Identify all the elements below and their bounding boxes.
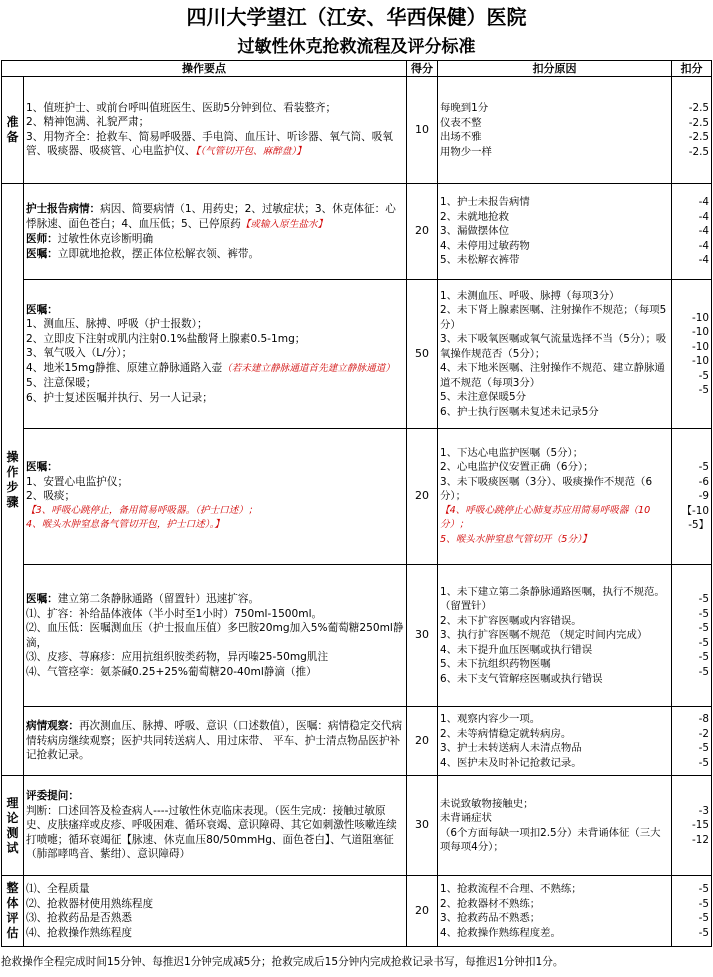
cell-text: 1、测血压、脉搏、呼吸（护士报数）； xyxy=(26,318,208,331)
cell-text: 3、用物齐全：抢救车、简易呼吸器、手电筒、血压计、听诊器、氧气筒、吸氧管、吸痰器、吸痰管、心电监护仪、 xyxy=(26,130,393,157)
cell-text: -10 xyxy=(692,326,709,338)
table-row xyxy=(2,184,712,280)
cell-text: 4、喉头水肿窒息备气管切开包，护士口述）。】 xyxy=(26,519,224,531)
deduct-cell xyxy=(672,429,712,565)
cell-text: -5 xyxy=(698,607,709,620)
cell-text: 护士报告病情： xyxy=(26,203,101,215)
cell-text: 6、未下支气管解痉医嘱或执行错误 xyxy=(440,672,603,685)
cell-text: -10 xyxy=(692,340,709,353)
header-reason: 扣分原因 xyxy=(438,61,672,77)
deduct-cell xyxy=(672,184,712,280)
cell-text: 医嘱： xyxy=(26,247,58,260)
cell-text: -5 xyxy=(698,461,709,474)
cell-text: 仪表不整 xyxy=(440,116,482,129)
cell-text: 医师： xyxy=(26,233,58,245)
cell-text: 用物少一样 xyxy=(440,145,492,158)
cell-text: ⑵、抢救器材使用熟练程度 xyxy=(26,897,154,910)
cell-text: 1、护士未报告病情 xyxy=(440,196,530,209)
cell-text: 病情观察： xyxy=(26,720,79,733)
cell-text: -4 xyxy=(698,196,709,209)
reason-cell xyxy=(438,776,672,876)
cell-text: 5、未松解衣裤带 xyxy=(440,254,520,267)
cell-text: 立即就地抢救，摆正体位松解衣领、裤带。 xyxy=(57,247,260,260)
header-ops: 操作要点 xyxy=(2,61,407,77)
cell-text: ⑴、扩容：补给晶体液体（半小时至1小时）750ml-1500ml。 xyxy=(26,607,323,620)
cell-text: 5、未注意保暖5分 xyxy=(440,391,526,404)
deduct-cell xyxy=(672,776,712,876)
ops-cell xyxy=(24,776,407,876)
reason-cell xyxy=(438,77,672,184)
cell-text: 2、立即皮下注射或肌内注射0.1%盐酸肾上腺素0.5-1mg； xyxy=(26,332,306,345)
cell-text: 3、未下吸氧医嘱或氧气流量选择不当（5分）；吸氧操作规范否（5分）； xyxy=(440,333,667,360)
cell-text: 2、未下扩容医嘱或内容错误。 xyxy=(440,614,582,627)
cell-text: -2.5 xyxy=(688,131,709,143)
cell-text: 病因、简要病情（1、用药史；2、过敏症状；3、休克体征：心悸脉速、面色苍白；4、血压低；5、已停原药 xyxy=(26,203,396,230)
cell-text: 2、抢救器材不熟练； xyxy=(440,897,541,910)
cell-text: 2、心电监护仪安置正确（6分）； xyxy=(440,461,594,474)
cell-text: -2 xyxy=(698,727,709,740)
cell-text: 4、未下提升血压医嘱或执行错误 xyxy=(440,643,593,656)
reason-cell xyxy=(438,184,672,280)
table-row xyxy=(2,77,712,184)
ops-cell xyxy=(24,184,407,280)
cell-text: -8 xyxy=(698,713,709,725)
cell-text: 3、执行扩容医嘱不规范 （规定时间内完成） xyxy=(440,629,648,642)
reason-cell xyxy=(438,429,672,565)
cell-text: -4 xyxy=(698,254,709,267)
cell-text: 3、未下吸痰医嘱（3分）、吸痰操作不规范（6分）； xyxy=(440,475,653,503)
cell-text: -9 xyxy=(698,490,709,503)
section-overall: 整体评估 xyxy=(2,876,24,947)
cell-text: -2.5 xyxy=(688,116,709,129)
cell-text: -5 xyxy=(698,756,709,769)
cell-text: 未背诵症状 xyxy=(440,812,492,824)
cell-text: 判断：口述回答及检查病人----过敏性休克临床表现。（医生完成：接触过敏原史、皮肤瘙痒或皮疹、呼吸困难、循环衰竭、意识障碍、其它如刺激性咳嗽连续打喷嚏；循环衰竭征【脉速、休克血压80/50mmHg、面色苍白】、气道阻塞征（肺部哮鸣音、紫绀）、意识障碍） xyxy=(26,804,397,861)
cell-text: -5 xyxy=(698,622,709,634)
deduct-cell xyxy=(672,565,712,707)
page-title: 四川大学望江（江安、华西保健）医院 xyxy=(186,5,527,29)
cell-text: -3 xyxy=(698,804,709,817)
ops-cell xyxy=(24,876,407,947)
cell-text: -2.5 xyxy=(688,102,709,114)
reason-cell xyxy=(438,707,672,776)
cell-text: 过敏性休克诊断明确 xyxy=(57,233,154,245)
cell-text: 5、喉头水肿窒息气管切开（5分）】 xyxy=(440,533,592,545)
header-score: 得分 xyxy=(407,61,438,77)
ops-cell xyxy=(24,280,407,429)
header-deduct: 扣分 xyxy=(672,61,712,77)
cell-text: -5 xyxy=(698,897,709,910)
cell-text: -4 xyxy=(698,210,709,223)
score-cell: 20 xyxy=(407,707,438,776)
deduct-cell xyxy=(672,707,712,776)
cell-text: 2、未就地抢救 xyxy=(440,210,509,223)
table-row xyxy=(2,707,712,776)
table-row xyxy=(2,429,712,565)
cell-text: -5】 xyxy=(688,519,709,532)
section-theory: 理论测试 xyxy=(2,776,24,876)
ops-cell xyxy=(24,707,407,776)
deduct-cell xyxy=(672,280,712,429)
cell-text: -10 xyxy=(692,355,709,367)
cell-text: 6、护士复述医嘱并执行、另一人记录； xyxy=(26,391,213,404)
cell-text: -5 xyxy=(698,665,709,678)
cell-text: 2、未等病情稳定就转病房。 xyxy=(440,727,572,740)
cell-text: ⑴、全程质量 xyxy=(26,883,90,895)
cell-text: 未说致敏物接触史； xyxy=(440,797,534,810)
cell-text: 5、未下抗组织药物医嘱 xyxy=(440,658,551,671)
cell-text: -10 xyxy=(692,311,709,324)
score-cell: 50 xyxy=(407,280,438,429)
cell-text: -2.5 xyxy=(688,145,709,158)
reason-cell xyxy=(438,876,672,947)
cell-text: -5 xyxy=(698,369,709,382)
cell-text: -6 xyxy=(698,475,709,488)
cell-text: 1、未测血压、呼吸、脉搏（每项3分） xyxy=(440,289,620,302)
cell-text: 6、护士执行医嘱未复述未记录5分 xyxy=(440,405,599,418)
cell-text: -5 xyxy=(698,742,709,754)
page-subtitle: 过敏性休克抢救流程及评分标准 xyxy=(237,37,476,57)
cell-text: 1、值班护士、或前台呼叫值班医生、医助5分钟到位、看装整齐； xyxy=(26,101,337,114)
deduct-cell xyxy=(672,77,712,184)
score-cell: 30 xyxy=(407,565,438,707)
cell-text: 再次测血压、脉搏、呼吸、意识（口述数值），医嘱：病情稳定交代病情转病房继续观察；医护共同转送病人、用过床带、 平车、护士清点物品医护补记抢救记录。 xyxy=(26,720,403,762)
cell-text: 【或输入原生盐水】 xyxy=(240,218,328,230)
cell-text: 1、观察内容少一项。 xyxy=(440,713,541,725)
cell-text: 【-10 xyxy=(681,504,709,517)
score-cell: 30 xyxy=(407,776,438,876)
cell-text: 每晚到1分 xyxy=(440,102,489,114)
cell-text: 3、氧气吸入（L/分）； xyxy=(26,347,133,360)
cell-text: 3、护士未转送病人未清点物品 xyxy=(440,742,582,754)
reason-cell xyxy=(438,280,672,429)
cell-text: 4、医护未及时补记抢救记录。 xyxy=(440,756,582,769)
table-row xyxy=(2,565,712,707)
cell-text: ⑷、抢救操作熟练程度 xyxy=(26,926,132,939)
score-table xyxy=(1,60,712,947)
cell-text: -12 xyxy=(692,833,709,846)
table-row xyxy=(2,776,712,876)
cell-text: 1、安置心电监护仪； xyxy=(26,475,129,488)
cell-text: 评委提问： xyxy=(26,790,79,803)
cell-text: ⑷、气管痉挛：氨茶碱0.25+25%葡萄糖20-40ml静滴（推） xyxy=(26,665,317,678)
cell-text: 1、抢救流程不合理、不熟练； xyxy=(440,883,582,895)
cell-text: 4、未停用过敏药物 xyxy=(440,239,530,252)
section-prep: 准备 xyxy=(2,77,24,184)
cell-text: 医嘱： xyxy=(26,303,58,316)
cell-text: 5、注意保暖； xyxy=(26,377,97,390)
cell-text: -4 xyxy=(698,225,709,238)
section-steps: 操作步骤 xyxy=(2,184,24,776)
footer-note: 抢救操作全程完成时间15分钟、每推迟1分钟完成减5分；抢救完成后15分钟内完成抢救记录书写，每推迟1分钟扣1分。 xyxy=(1,956,564,968)
cell-text: 【4、呼吸心跳停止心肺复苏应用简易呼吸器（10分）； xyxy=(440,504,651,531)
cell-text: 4、未下地米医嘱、注射操作不规范、建立静脉通道不规范（每项3分） xyxy=(440,362,665,389)
score-cell: 10 xyxy=(407,77,438,184)
reason-cell xyxy=(438,565,672,707)
cell-text: （6个方面每缺一项扣2.5分）未背诵体征（三大项每项4分）； xyxy=(440,826,661,853)
cell-text: 医嘱： xyxy=(26,593,58,605)
ops-cell xyxy=(24,77,407,184)
cell-text: 2、吸痰； xyxy=(26,490,76,503)
cell-text: -5 xyxy=(698,883,709,895)
table-header-row xyxy=(2,61,712,77)
cell-text: 【（气管切开包、麻醉盘）】 xyxy=(195,146,306,157)
cell-text: -5 xyxy=(698,593,709,605)
cell-text: 2、未下肾上腺素医嘱、注射操作不规范；（每项5分） xyxy=(440,304,667,331)
table-row xyxy=(2,876,712,947)
cell-text: -5 xyxy=(698,636,709,649)
cell-text: 4、地米15mg静推、原建立静脉通路入壶 xyxy=(26,361,223,374)
score-cell: 20 xyxy=(407,184,438,280)
cell-text: -4 xyxy=(698,239,709,252)
deduct-cell xyxy=(672,876,712,947)
cell-text: 4、抢救操作熟练程度差。 xyxy=(440,926,561,939)
cell-text: 2、精神饱满、礼貌严肃； xyxy=(26,116,150,128)
cell-text: ⑶、皮疹、荨麻疹：应用抗组织胺类药物，异丙嗪25-50mg肌注 xyxy=(26,651,329,663)
ops-cell xyxy=(24,565,407,707)
cell-text: -5 xyxy=(698,384,709,396)
cell-text: ⑵、血压低：医嘱测血压（护士报血压值）多巴胺20mg加入5%葡萄糖250ml静滴， xyxy=(26,622,404,649)
score-cell: 20 xyxy=(407,876,438,947)
cell-text: -5 xyxy=(698,926,709,939)
cell-text: 1、下达心电监护医嘱（5分）； xyxy=(440,446,584,459)
cell-text: 1、未下建立第二条静脉通路医嘱，执行不规范。（留置针） xyxy=(440,585,665,613)
cell-text: 3、抢救药品不熟悉； xyxy=(440,912,541,924)
cell-text: （若未建立静脉通道首先建立静脉通道） xyxy=(222,362,395,374)
cell-text: 医嘱： xyxy=(26,461,58,474)
cell-text: 【3、呼吸心跳停止，备用简易呼吸器。（护士口述）； xyxy=(26,504,258,516)
cell-text: 出场不雅 xyxy=(440,131,482,143)
score-cell: 20 xyxy=(407,429,438,565)
cell-text: ⑶、抢救药品是否熟悉 xyxy=(26,912,132,924)
ops-cell xyxy=(24,429,407,565)
cell-text: 3、漏做摆体位 xyxy=(440,225,509,238)
cell-text: -5 xyxy=(698,651,709,663)
cell-text: -5 xyxy=(698,912,709,924)
table-row xyxy=(2,280,712,429)
cell-text: 建立第二条静脉通路（留置针）迅速扩容。 xyxy=(57,593,260,605)
cell-text: -15 xyxy=(692,819,709,832)
